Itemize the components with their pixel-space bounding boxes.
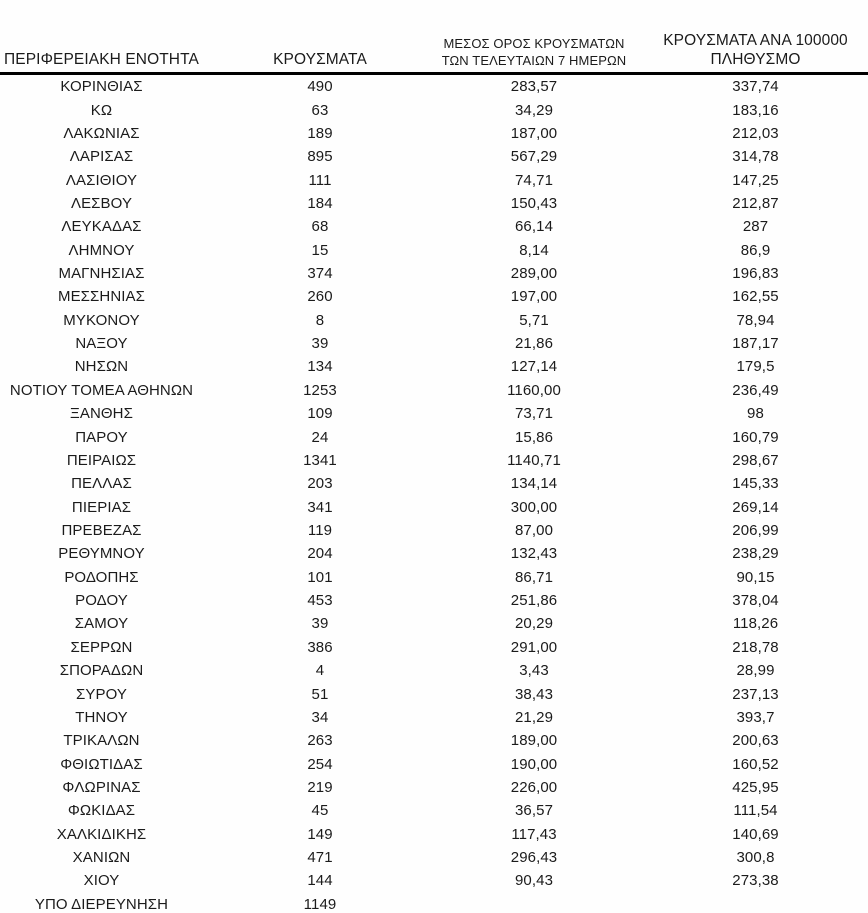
region-cell: ΝΟΤΙΟΥ ΤΟΜΕΑ ΑΘΗΝΩΝ <box>9 381 194 399</box>
cases-cell: 189 <box>307 124 333 142</box>
avg7-cell: 291,00 <box>510 638 558 656</box>
table-row <box>0 215 868 238</box>
cases-cell: 39 <box>311 615 329 633</box>
per100k-cell: 183,16 <box>732 101 779 119</box>
avg7-cell: 197,00 <box>510 288 558 306</box>
per100k-cell: 206,99 <box>732 522 779 539</box>
per100k-cell: 212,03 <box>732 124 779 142</box>
region-cell: ΝΑΞΟΥ <box>75 335 128 353</box>
cases-cell: 15 <box>311 241 329 259</box>
table-row <box>0 379 868 402</box>
region-cell: ΦΘΙΩΤΙΔΑΣ <box>60 755 143 773</box>
avg7-cell: 187,00 <box>510 124 558 142</box>
cases-cell: 471 <box>307 849 333 867</box>
avg7-cell: 251,86 <box>510 592 558 610</box>
region-cell: ΧΑΝΙΩΝ <box>72 849 131 867</box>
cases-cell: 144 <box>307 872 333 890</box>
avg7-cell: 300,00 <box>510 498 558 516</box>
per100k-cell: 287 <box>742 218 769 236</box>
table-row <box>0 262 868 285</box>
cases-cell: 149 <box>307 825 333 843</box>
region-cell: ΛΑΣΙΘΙΟΥ <box>65 171 138 189</box>
region-cell: ΥΠΟ ΔΙΕΡΕΥΝΗΣΗ <box>34 895 169 913</box>
avg7-cell: 36,57 <box>514 802 554 820</box>
table-row <box>0 636 868 659</box>
per100k-cell: 90,15 <box>736 568 775 586</box>
cases-cell: 45 <box>311 802 329 820</box>
table-header-row <box>0 0 868 75</box>
table-row <box>0 239 868 262</box>
per100k-cell: 86,9 <box>740 241 771 259</box>
table-row <box>0 332 868 355</box>
table-row <box>0 799 868 822</box>
per100k-cell: 179,5 <box>736 358 775 376</box>
table-row <box>0 309 868 332</box>
region-cell: ΠΑΡΟΥ <box>75 428 128 446</box>
per100k-cell: 238,29 <box>732 545 779 563</box>
avg7-cell: 283,57 <box>510 78 558 96</box>
region-cell: ΤΡΙΚΑΛΩΝ <box>63 732 140 750</box>
avg7-cell: 289,00 <box>510 265 558 283</box>
table-row <box>0 893 868 913</box>
avg7-cell: 87,00 <box>514 522 554 539</box>
per100k-cell: 160,52 <box>732 755 779 773</box>
avg7-cell: 150,43 <box>510 194 558 212</box>
region-cell: ΡΟΔΟΥ <box>75 592 128 610</box>
cases-cell: 184 <box>307 194 333 212</box>
avg7-cell: 90,43 <box>514 872 554 890</box>
region-cell: ΞΑΝΘΗΣ <box>70 405 133 423</box>
region-cell: ΛΑΡΙΣΑΣ <box>69 148 134 166</box>
region-cell: ΠΙΕΡΙΑΣ <box>71 498 132 516</box>
table-row <box>0 589 868 612</box>
avg7-cell: 117,43 <box>511 825 557 843</box>
avg7-cell: 1140,71 <box>507 451 561 469</box>
col-header-per100k-line1: ΚΡΟΥΣΜΑΤΑ ΑΝΑ 100000 <box>663 32 848 49</box>
table-row <box>0 752 868 775</box>
col-header-per100k-line2: ΠΛΗΘΥΣΜΟ <box>710 51 801 68</box>
table-row <box>0 706 868 729</box>
avg7-cell: 74,71 <box>514 171 554 189</box>
cases-cell: 111 <box>308 171 332 189</box>
avg7-cell: 567,29 <box>510 148 558 166</box>
per100k-cell: 337,74 <box>732 78 779 96</box>
region-cell: ΜΑΓΝΗΣΙΑΣ <box>58 265 145 283</box>
region-cell: ΝΗΣΩΝ <box>74 358 129 376</box>
per100k-cell: 269,14 <box>732 498 779 516</box>
cases-cell: 1253 <box>303 381 337 399</box>
table-row <box>0 425 868 448</box>
cases-cell: 204 <box>307 545 333 563</box>
cases-cell: 101 <box>307 568 333 586</box>
per100k-cell: 140,69 <box>732 825 779 843</box>
avg7-cell: 38,43 <box>514 685 554 703</box>
per100k-cell: 147,25 <box>732 171 779 189</box>
cases-cell: 8 <box>315 311 325 329</box>
cases-cell: 4 <box>315 662 325 680</box>
per100k-cell: 200,63 <box>732 732 779 750</box>
cases-cell: 51 <box>311 685 329 703</box>
region-cell: ΜΥΚΟΝΟΥ <box>63 311 140 329</box>
per100k-cell: 236,49 <box>732 381 779 399</box>
cases-cell: 24 <box>311 428 329 446</box>
per100k-cell: 196,83 <box>732 265 779 283</box>
region-cell: ΦΩΚΙΔΑΣ <box>67 802 136 820</box>
region-cell: ΠΡΕΒΕΖΑΣ <box>61 522 142 539</box>
table-row <box>0 659 868 682</box>
cases-cell: 386 <box>307 638 333 656</box>
table-row <box>0 472 868 495</box>
cases-cell: 63 <box>311 101 329 119</box>
table-row <box>0 122 868 145</box>
region-cell: ΛΕΥΚΑΔΑΣ <box>61 218 142 236</box>
table-row <box>0 192 868 215</box>
per100k-cell: 111,54 <box>733 802 778 820</box>
avg7-cell: 296,43 <box>510 849 558 867</box>
cases-cell: 1149 <box>303 895 337 913</box>
cases-cell: 895 <box>307 148 333 166</box>
region-cell: ΛΑΚΩΝΙΑΣ <box>63 124 140 142</box>
table-row <box>0 355 868 378</box>
avg7-cell: 189,00 <box>510 732 558 750</box>
region-cell: ΡΕΘΥΜΝΟΥ <box>58 545 145 563</box>
table-row <box>0 449 868 472</box>
avg7-cell: 21,29 <box>514 708 554 726</box>
region-cell: ΧΙΟΥ <box>83 872 120 890</box>
col-header-avg7-line1: ΜΕΣΟΣ ΟΡΟΣ ΚΡΟΥΣΜΑΤΩΝ <box>443 36 625 51</box>
table-row <box>0 75 868 98</box>
per100k-cell: 218,78 <box>732 638 779 656</box>
avg7-cell: 5,71 <box>519 311 549 329</box>
table-body <box>0 75 868 913</box>
per100k-cell: 98 <box>747 405 764 423</box>
region-cell: ΛΕΣΒΟΥ <box>70 194 133 212</box>
table-row <box>0 823 868 846</box>
per100k-cell: 298,67 <box>732 451 779 469</box>
cases-cell: 39 <box>311 335 329 353</box>
table-row <box>0 285 868 308</box>
col-header-region-label: ΠΕΡΙΦΕΡΕΙΑΚΗ ΕΝΟΤΗΤΑ <box>4 51 199 68</box>
cases-cell: 68 <box>311 218 329 236</box>
col-header-per100k <box>643 31 868 69</box>
col-header-avg7-line2: ΤΩΝ ΤΕΛΕΥΤΑΙΩΝ 7 ΗΜΕΡΩΝ <box>441 53 627 68</box>
per100k-cell: 393,7 <box>736 708 775 726</box>
col-header-avg7 <box>425 35 643 69</box>
per100k-cell: 28,99 <box>736 662 775 680</box>
cases-cell: 263 <box>307 732 333 750</box>
region-cell: ΣΠΟΡΑΔΩΝ <box>59 662 144 680</box>
per100k-cell: 118,26 <box>732 615 779 633</box>
per100k-cell: 187,17 <box>732 335 779 353</box>
col-header-cases-label: ΚΡΟΥΣΜΑΤΑ <box>273 51 367 68</box>
region-cell: ΣΕΡΡΩΝ <box>70 638 133 656</box>
avg7-cell: 34,29 <box>514 101 554 119</box>
table-row <box>0 168 868 191</box>
cases-cell: 119 <box>307 522 333 539</box>
cases-cell: 374 <box>307 265 333 283</box>
avg7-cell: 21,86 <box>514 335 554 353</box>
table-row <box>0 869 868 892</box>
cases-cell: 109 <box>307 405 333 423</box>
table-row <box>0 846 868 869</box>
avg7-cell: 20,29 <box>514 615 554 633</box>
table-row <box>0 145 868 168</box>
avg7-cell: 66,14 <box>514 218 554 236</box>
per100k-cell: 145,33 <box>732 475 779 493</box>
cases-cell: 341 <box>307 498 333 516</box>
per100k-cell: 160,79 <box>732 428 779 446</box>
per100k-cell: 273,38 <box>732 872 779 890</box>
avg7-cell: 1160,00 <box>507 381 561 399</box>
cases-cell: 453 <box>307 592 333 610</box>
region-cell: ΣΥΡΟΥ <box>76 685 127 703</box>
per100k-cell: 237,13 <box>732 685 779 703</box>
table-row <box>0 612 868 635</box>
avg7-cell: 86,71 <box>514 568 554 586</box>
table-row <box>0 519 868 542</box>
per100k-cell: 162,55 <box>732 288 779 306</box>
table-row <box>0 566 868 589</box>
table-row <box>0 776 868 799</box>
col-header-region <box>0 51 215 69</box>
per100k-cell: 300,8 <box>736 849 775 867</box>
cases-cell: 34 <box>311 708 329 726</box>
region-cell: ΛΗΜΝΟΥ <box>68 241 135 259</box>
region-cell: ΦΛΩΡΙΝΑΣ <box>62 778 141 796</box>
table-row <box>0 682 868 705</box>
cases-cell: 260 <box>307 288 333 306</box>
table-row <box>0 495 868 518</box>
per100k-cell: 212,87 <box>732 194 779 212</box>
cases-cell: 203 <box>307 475 333 493</box>
cases-cell: 490 <box>307 78 333 96</box>
region-cell: ΣΑΜΟΥ <box>74 615 129 633</box>
region-cell: ΠΕΙΡΑΙΩΣ <box>66 451 137 469</box>
avg7-cell: 134,14 <box>510 475 558 493</box>
per100k-cell: 78,94 <box>736 311 775 329</box>
avg7-cell: 127,14 <box>510 358 558 376</box>
per100k-cell: 425,95 <box>732 778 779 796</box>
table-row <box>0 402 868 425</box>
per100k-cell: 314,78 <box>732 148 779 166</box>
cases-cell: 219 <box>307 778 333 796</box>
avg7-cell: 3,43 <box>519 662 549 680</box>
region-cell: ΧΑΛΚΙΔΙΚΗΣ <box>56 825 147 843</box>
region-cell: ΠΕΛΛΑΣ <box>71 475 132 493</box>
region-cell: ΡΟΔΟΠΗΣ <box>64 568 139 586</box>
region-cell: ΚΟΡΙΝΘΙΑΣ <box>60 78 143 96</box>
avg7-cell: 226,00 <box>510 778 558 796</box>
table-row <box>0 729 868 752</box>
avg7-cell: 8,14 <box>519 241 549 259</box>
cases-cell: 134 <box>307 358 333 376</box>
region-cell: ΜΕΣΣΗΝΙΑΣ <box>57 288 146 306</box>
table-row <box>0 542 868 565</box>
avg7-cell: 73,71 <box>514 405 554 423</box>
table-row <box>0 98 868 121</box>
per100k-cell: 378,04 <box>732 592 779 610</box>
avg7-cell: 132,43 <box>510 545 558 563</box>
col-header-cases <box>215 51 425 69</box>
region-cell: ΚΩ <box>90 101 113 119</box>
avg7-cell: 15,86 <box>514 428 554 446</box>
cases-cell: 254 <box>307 755 333 773</box>
avg7-cell: 190,00 <box>510 755 558 773</box>
region-cell: ΤΗΝΟΥ <box>75 708 128 726</box>
cases-cell: 1341 <box>303 451 337 469</box>
